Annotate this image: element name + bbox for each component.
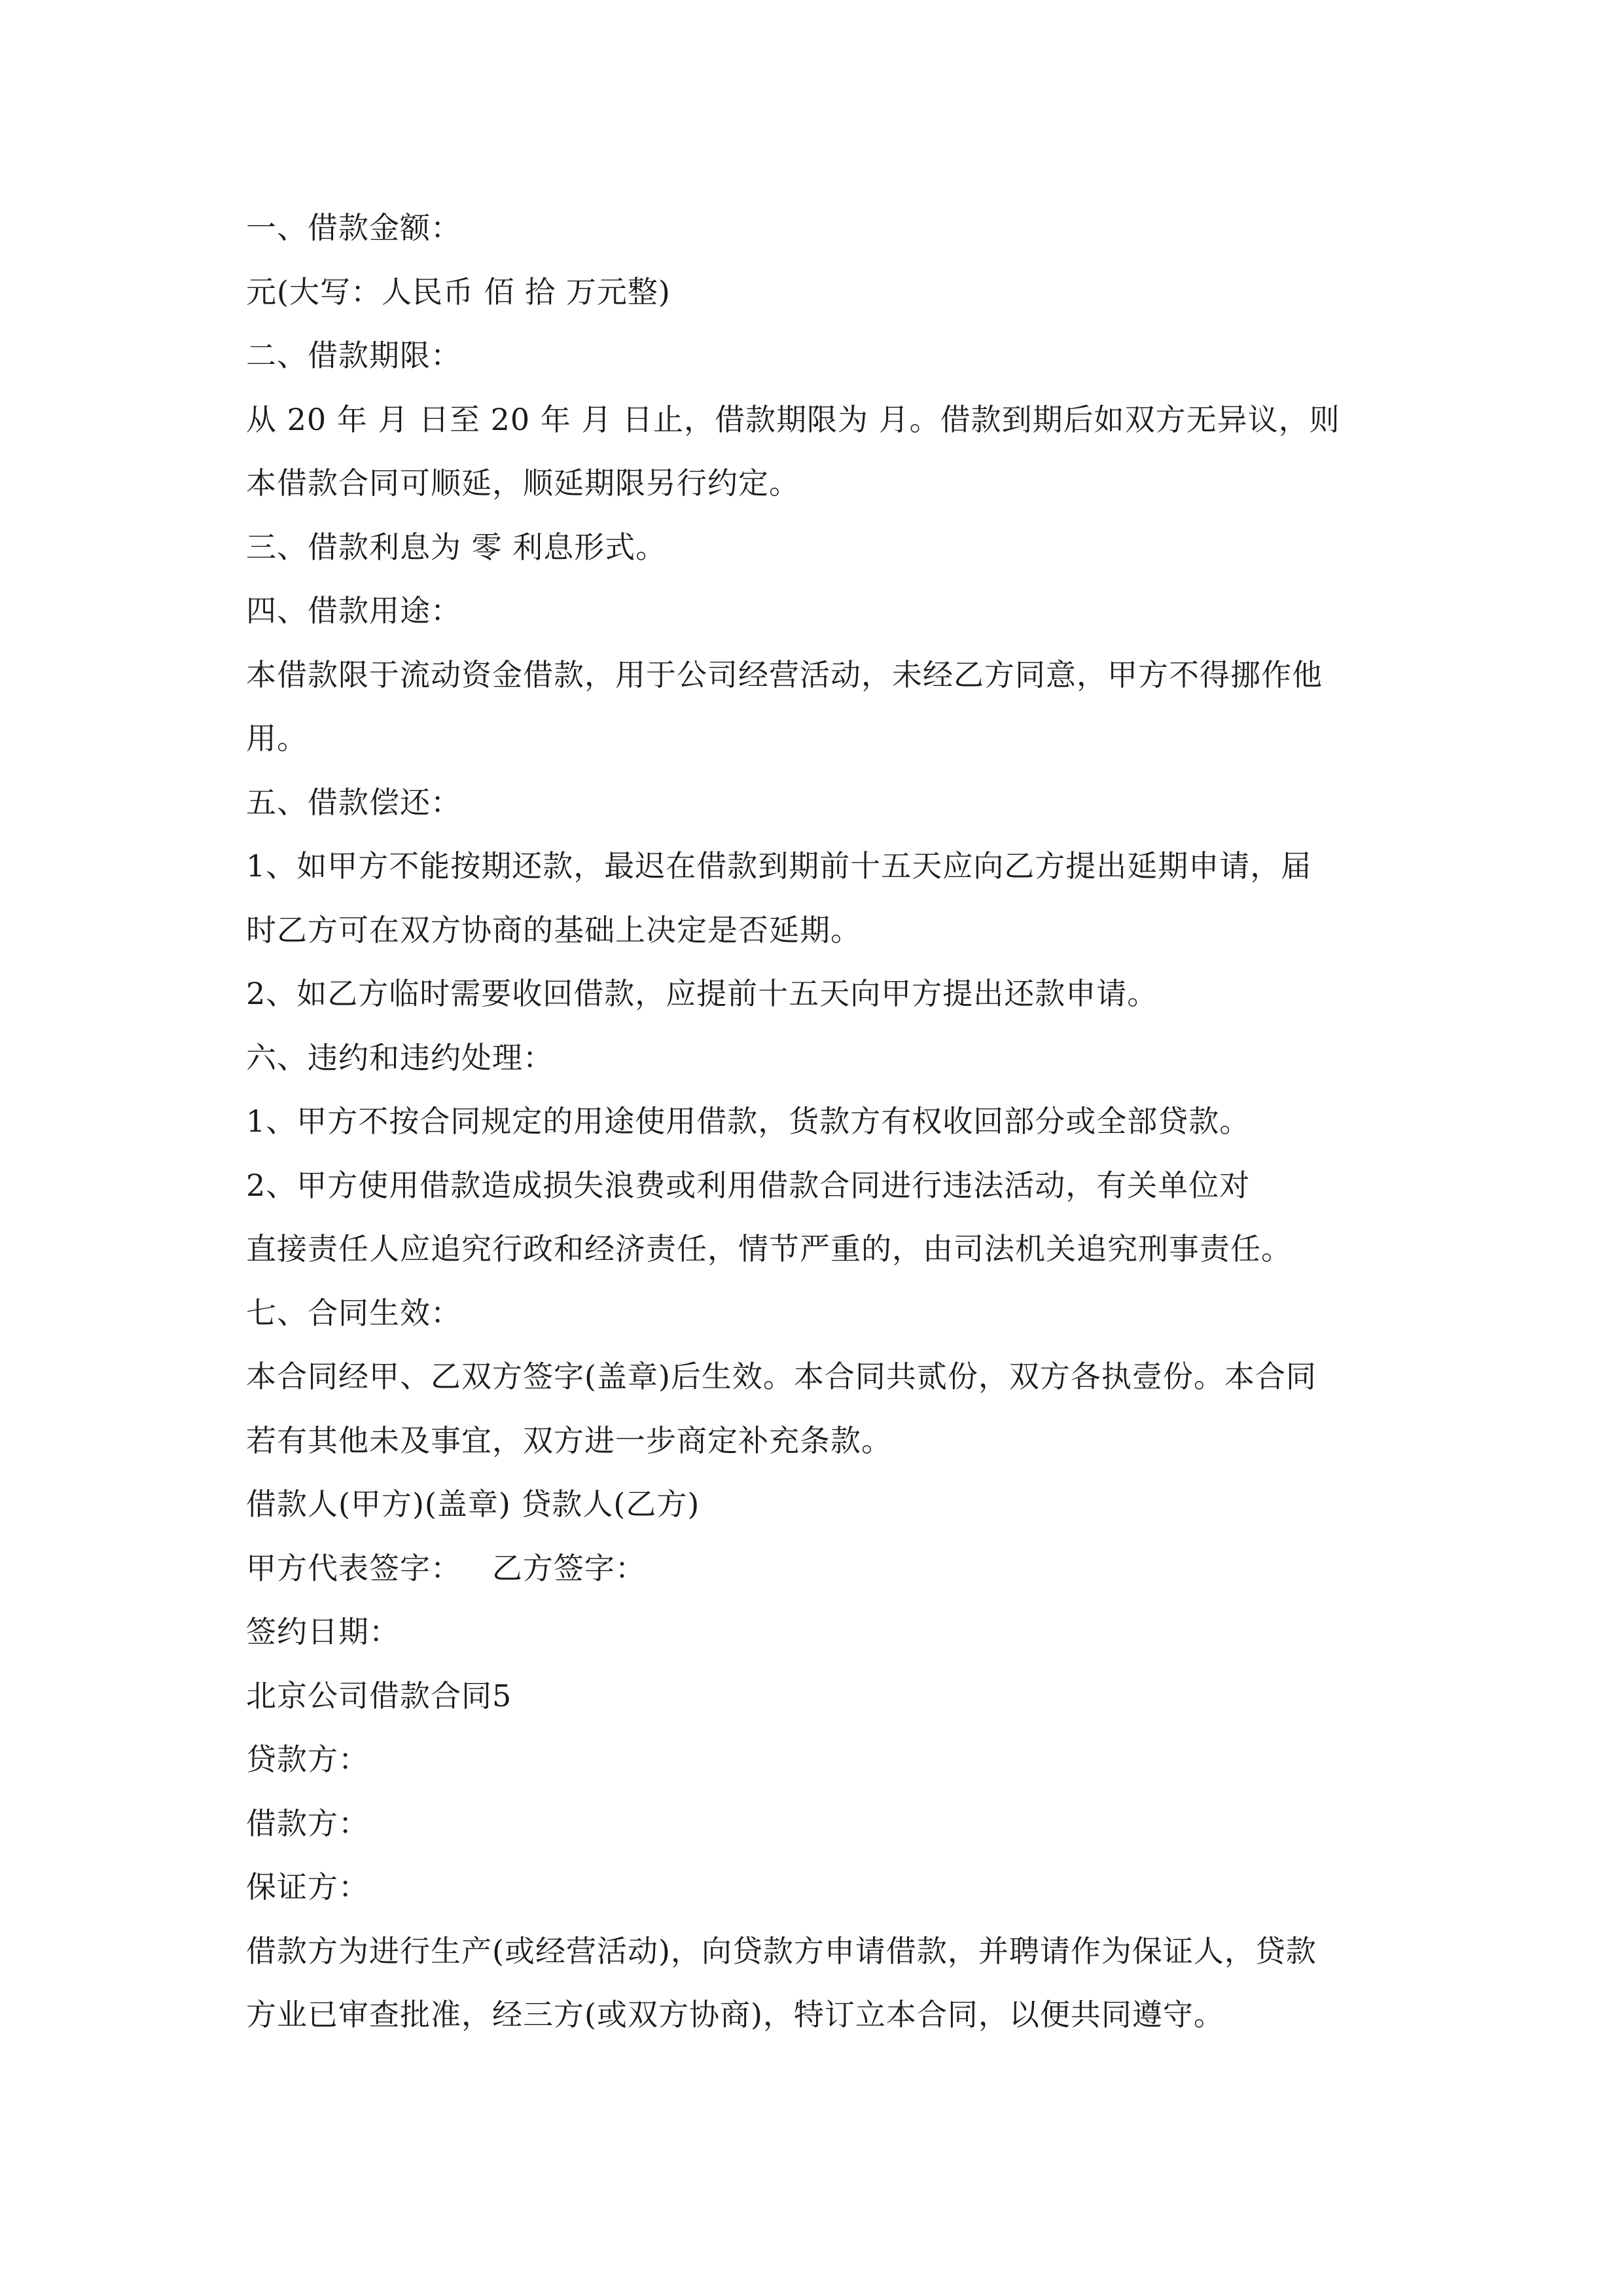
paragraph-line: 方业已审查批准，经三方(或双方协商)，特订立本合同，以便共同遵守。 <box>246 1997 1224 2032</box>
section-heading-loan-purpose: 四、借款用途： <box>246 593 461 628</box>
document-body <box>246 196 1424 2047</box>
paragraph-line: 1、如甲方不能按期还款，最迟在借款到期前十五天应向乙方提出延期申请，届 <box>246 848 1312 884</box>
paragraph-line: 1、甲方不按合同规定的用途使用借款，货款方有权收回部分或全部贷款。 <box>246 1103 1251 1139</box>
paragraph-line: 2、如乙方临时需要收回借款，应提前十五天向甲方提出还款申请。 <box>246 976 1158 1011</box>
section-heading-interest: 三、借款利息为 零 利息形式。 <box>246 529 667 565</box>
lender-field: 贷款方： <box>246 1742 369 1777</box>
section-heading-loan-term: 二、借款期限： <box>246 338 461 373</box>
paragraph-line: 若有其他未及事宜，双方进一步商定补充条款。 <box>246 1422 892 1458</box>
contract-title: 北京公司借款合同5 <box>246 1677 512 1713</box>
signature-representatives-line: 甲方代表签字： 乙方签字： <box>246 1550 646 1586</box>
section-heading-breach: 六、违约和违约处理： <box>246 1039 554 1075</box>
section-heading-repayment: 五、借款偿还： <box>246 784 461 820</box>
section-heading-loan-amount: 一、借款金额： <box>246 210 461 245</box>
paragraph-line: 元(大写：人民币 佰 拾 万元整) <box>246 274 671 310</box>
section-heading-effectiveness: 七、合同生效： <box>246 1295 461 1331</box>
borrower-field: 借款方： <box>246 1805 369 1841</box>
paragraph-line: 本合同经甲、乙双方签字(盖章)后生效。本合同共贰份，双方各执壹份。本合同 <box>246 1359 1317 1394</box>
signature-parties-line: 借款人(甲方)(盖章) 贷款人(乙方) <box>246 1486 700 1522</box>
paragraph-line: 直接责任人应追究行政和经济责任，情节严重的，由司法机关追究刑事责任。 <box>246 1231 1292 1266</box>
paragraph-line: 用。 <box>246 721 308 756</box>
guarantor-field: 保证方： <box>246 1869 369 1905</box>
signing-date-line: 签约日期： <box>246 1614 400 1649</box>
paragraph-line: 借款方为进行生产(或经营活动)，向贷款方申请借款，并聘请作为保证人，贷款 <box>246 1933 1317 1969</box>
paragraph-line: 2、甲方使用借款造成损失浪费或利用借款合同进行违法活动，有关单位对 <box>246 1167 1251 1203</box>
paragraph-line: 本借款合同可顺延，顺延期限另行约定。 <box>246 465 800 501</box>
paragraph-line: 时乙方可在双方协商的基础上决定是否延期。 <box>246 912 861 948</box>
paragraph-line: 本借款限于流动资金借款，用于公司经营活动，未经乙方同意，甲方不得挪作他 <box>246 656 1323 692</box>
paragraph-line: 从 20 年 月 日至 20 年 月 日止，借款期限为 月。借款到期后如双方无异议，则 <box>246 401 1340 437</box>
